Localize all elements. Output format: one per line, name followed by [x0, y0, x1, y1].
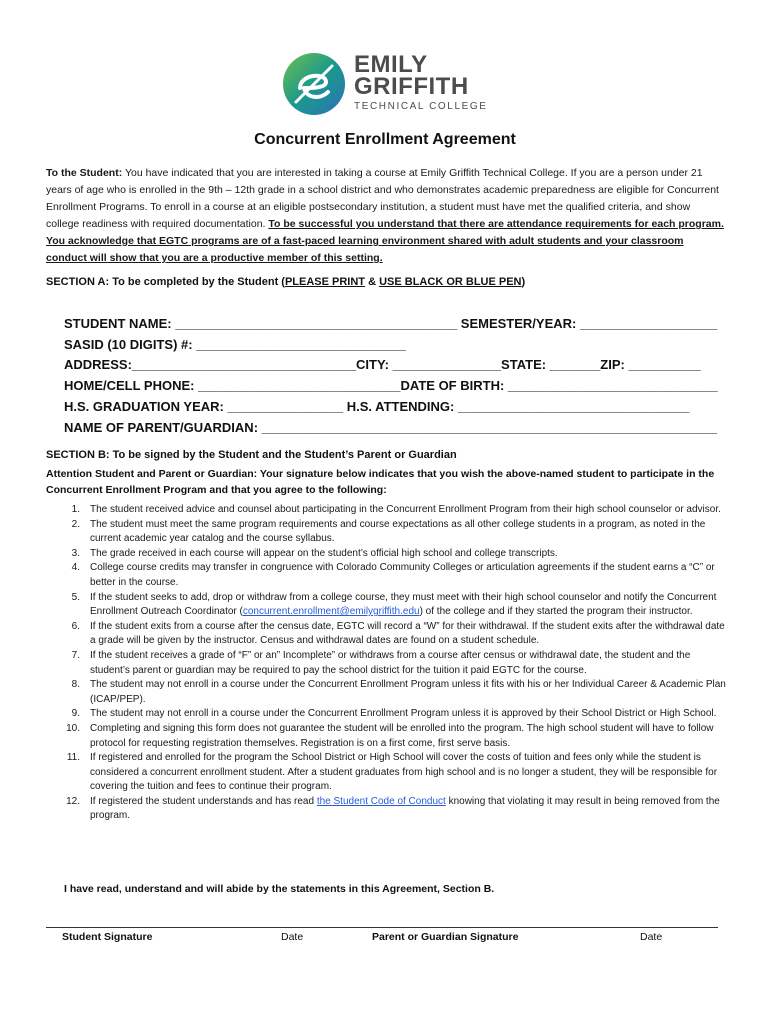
sasid-field[interactable]: SASID (10 DIGITS) #: _____________________________: [64, 336, 406, 352]
term-text: If the student receives a grade of “F” or an” Incomplete” or withdraws from a course after census or withdrawal date, the student and the student’s parent or guardian may be required to pay the school district for the tuition it paid EGTC for the course.: [90, 649, 691, 676]
section-a-prefix: SECTION A: To be completed by the Student (: [46, 276, 285, 288]
section-b-attention: Attention Student and Parent or Guardian: Your signature below indicates that you wish the above-named student to participate in the Concurrent Enrollment Program and that you agree to the following:: [46, 468, 715, 496]
term-text: Completing and signing this form does not guarantee the student will be enrolled into the program. The high school student will have to follow protocol for requesting registration themselves. Registration is on a first come, first serve basis.: [90, 722, 714, 749]
term-number: 8.: [71, 679, 80, 691]
college-logo: [282, 50, 492, 124]
term-number: 5.: [71, 591, 80, 603]
logo-wordmark-line2: GRIFFITH: [354, 73, 469, 100]
acknowledgement-statement: I have read, understand and will abide by the statements in this Agreement, Section B.: [64, 883, 495, 895]
list-item: [46, 591, 726, 620]
list-item: [46, 503, 726, 518]
term-number: 9.: [71, 708, 80, 720]
term-text-after: ) of the college and if they started the program their instructor.: [419, 606, 693, 618]
parent-name-field[interactable]: NAME OF PARENT/GUARDIAN: _______________________________________________________________: [64, 419, 718, 435]
term-number: 3.: [71, 547, 80, 559]
agreement-terms-list: [46, 503, 726, 824]
list-item: [46, 620, 726, 649]
list-item: [46, 649, 726, 678]
student-date-label: Date: [281, 931, 304, 943]
list-item: [46, 795, 726, 824]
term-number: 12.: [66, 795, 80, 807]
student-name-field[interactable]: STUDENT NAME: _______________________________________ SEMESTER/YEAR: ___________________: [64, 316, 718, 331]
term-text: The student may not enroll in a course under the Concurrent Enrollment Program unless it fits with his or her Individual Career & Academic Plan (ICAP/PEP).: [90, 679, 726, 705]
term-text: If registered and enrolled for the program the School District or High School will cover the costs of tuition and fees only while the student is considered a concurrent enrollment student. After a student graduates from high school and is no longer a student, they will be responsible for covering the tuition and fees to continue their program.: [90, 752, 718, 793]
college-logo-mark: [282, 52, 346, 116]
term-number: 2.: [71, 518, 80, 530]
list-item: [46, 518, 726, 547]
document-title: Concurrent Enrollment Agreement: [254, 131, 516, 148]
term-text: The student received advice and counsel about participating in the Concurrent Enrollment Program from their high school counselor or advisor.: [90, 504, 721, 515]
section-a-pen-note: USE BLACK OR BLUE PEN: [379, 276, 522, 288]
term-number: 4.: [71, 562, 80, 574]
list-item: [46, 751, 726, 795]
logo-wordmark-line1: EMILY: [354, 51, 428, 78]
list-item: [46, 722, 726, 751]
list-item: [46, 678, 726, 707]
intro-body: You have indicated that you are interested in taking a course at Emily Griffith Technical College. If you are a person under 21 years of age who is enrolled in the 9th – 12th grade in a school district and who demonstrates academic preparedness are eligible for Concurrent Enrollment Programs. To enroll in a course at an eligible postsecondary institution, a student must have met the qualified criteria, and show college readiness with required documentation.: [46, 167, 719, 230]
term-text: The student must meet the same program requirements and course expectations as all other college students in a program, as noted in the current academic year catalog and the course syllabus.: [90, 518, 706, 545]
list-item: [46, 547, 726, 562]
term-text: If the student exits from a course after the census date, EGTC will record a “W” for their withdrawal. If the student exits after the withdrawal date a grade will be given by the instructor. Census and withdrawal dates are found on a student schedule.: [90, 620, 725, 647]
term-number: 6.: [71, 620, 80, 632]
list-item: [46, 707, 726, 722]
term-text: The student may not enroll in a course under the Concurrent Enrollment Program unless it is approved by their School District or High School.: [90, 708, 717, 720]
address-field[interactable]: ADDRESS:_______________________________CITY: _______________STATE: _______ZIP: __________: [64, 357, 701, 373]
section-a-heading: [46, 276, 525, 288]
term-text: If the student seeks to add, drop or withdraw from a college course, they must meet with their high school counselor and notify the Concurrent Enrollment Outreach Coordinator (: [90, 591, 717, 618]
intro-emphasis: To be successful you understand that there are attendance requirements for each program. You acknowledge that EGTC programs are of a fast-paced learning environment shared with adult students and your classroom conduct will show that you are a productive member of this setting.: [46, 218, 724, 264]
logo-wordmark-line3: TECHNICAL COLLEGE: [354, 101, 488, 112]
student-info-fields: [64, 314, 724, 438]
intro-paragraph: [46, 165, 726, 267]
term-text: College course credits may transfer in congruence with Colorado Community Colleges or articulation agreements if the student earns a “C” or better in the course.: [90, 562, 715, 588]
graduation-school-field[interactable]: H.S. GRADUATION YEAR: ________________ H.S. ATTENDING: ________________________________: [64, 398, 690, 414]
term-text: The grade received in each course will appear on the student’s official high school and college transcripts.: [90, 547, 558, 559]
term-number: 11.: [66, 752, 80, 764]
section-a-amp: &: [365, 276, 380, 288]
phone-dob-field[interactable]: HOME/CELL PHONE: ____________________________DATE OF BIRTH: _____________________________: [64, 378, 718, 394]
coordinator-email-link[interactable]: concurrent.enrollment@emilygriffith.edu: [242, 606, 420, 618]
term-text: If registered the student understands and has read: [90, 795, 317, 807]
term-text-after: knowing that violating it may result in being removed from the program.: [90, 795, 720, 822]
signature-line[interactable]: [46, 927, 718, 928]
section-b-heading: SECTION B: To be signed by the Student and the Student’s Parent or Guardian: [46, 449, 457, 461]
parent-date-label: Date: [640, 931, 663, 943]
section-a-print-note: PLEASE PRINT: [284, 276, 366, 288]
student-signature-label: Student Signature: [62, 931, 153, 943]
intro-lead: To the Student:: [46, 167, 123, 179]
section-a-suffix: ): [521, 276, 526, 288]
term-number: 7.: [71, 649, 80, 661]
list-item: [46, 561, 726, 590]
term-number: 1.: [71, 504, 80, 515]
parent-signature-label: Parent or Guardian Signature: [372, 931, 519, 943]
code-of-conduct-link[interactable]: the Student Code of Conduct: [316, 795, 446, 807]
term-number: 10.: [66, 722, 80, 734]
